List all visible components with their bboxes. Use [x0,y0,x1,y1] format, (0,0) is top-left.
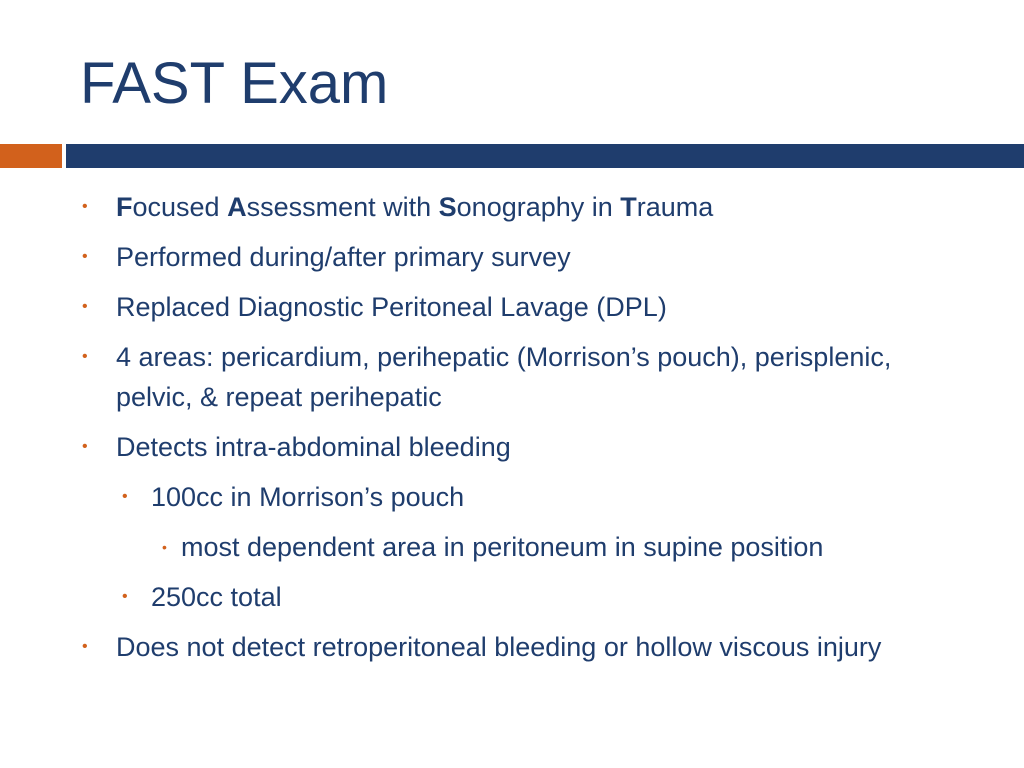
accent-bar-navy [66,144,1024,168]
bullet-text: Replaced Diagnostic Peritoneal Lavage (DPL) [116,292,667,322]
slide-title: FAST Exam [80,51,389,116]
text-run: onography in [456,192,621,222]
bullet-item [0,287,1024,327]
bullet-icon: • [82,298,88,315]
bold-letter: F [116,192,133,222]
bullet-icon: • [82,438,88,455]
bold-letter: T [620,192,637,222]
bullet-icon: • [82,638,88,655]
bullet-item [0,237,1024,277]
sub-bullet-item [0,477,1024,517]
bullet-list [0,187,1024,677]
sub-sub-bullet-item [0,527,1024,567]
sub-bullet-item [0,577,1024,617]
bullet-item [0,337,1024,417]
text-run: ssessment with [246,192,439,222]
bullet-text: 4 areas: pericardium, perihepatic (Morrison’s pouch), perisplenic, pelvic, & repeat perihepatic [116,342,892,412]
bullet-text: Does not detect retroperitoneal bleeding or hollow viscous injury [116,632,882,662]
bullet-item [0,187,1024,227]
bullet-icon: • [162,539,167,555]
bullet-item [0,427,1024,467]
bullet-text: most dependent area in peritoneum in supine position [181,532,824,562]
bullet-text: 100cc in Morrison’s pouch [151,482,465,512]
bullet-text: 250cc total [151,582,282,612]
bullet-icon: • [82,348,88,365]
bullet-text: Performed during/after primary survey [116,242,571,272]
bold-letter: S [438,192,457,222]
accent-bar-orange [0,144,62,168]
bullet-item [0,627,1024,667]
bullet-icon: • [82,248,88,265]
bullet-icon: • [82,198,88,215]
bullet-icon: • [122,488,128,505]
text-run: rauma [636,192,714,222]
bullet-icon: • [122,588,128,605]
bullet-text-acronym [116,192,713,222]
bullet-text: Detects intra-abdominal bleeding [116,432,511,462]
bold-letter: A [227,192,247,222]
text-run: ocused [132,192,228,222]
